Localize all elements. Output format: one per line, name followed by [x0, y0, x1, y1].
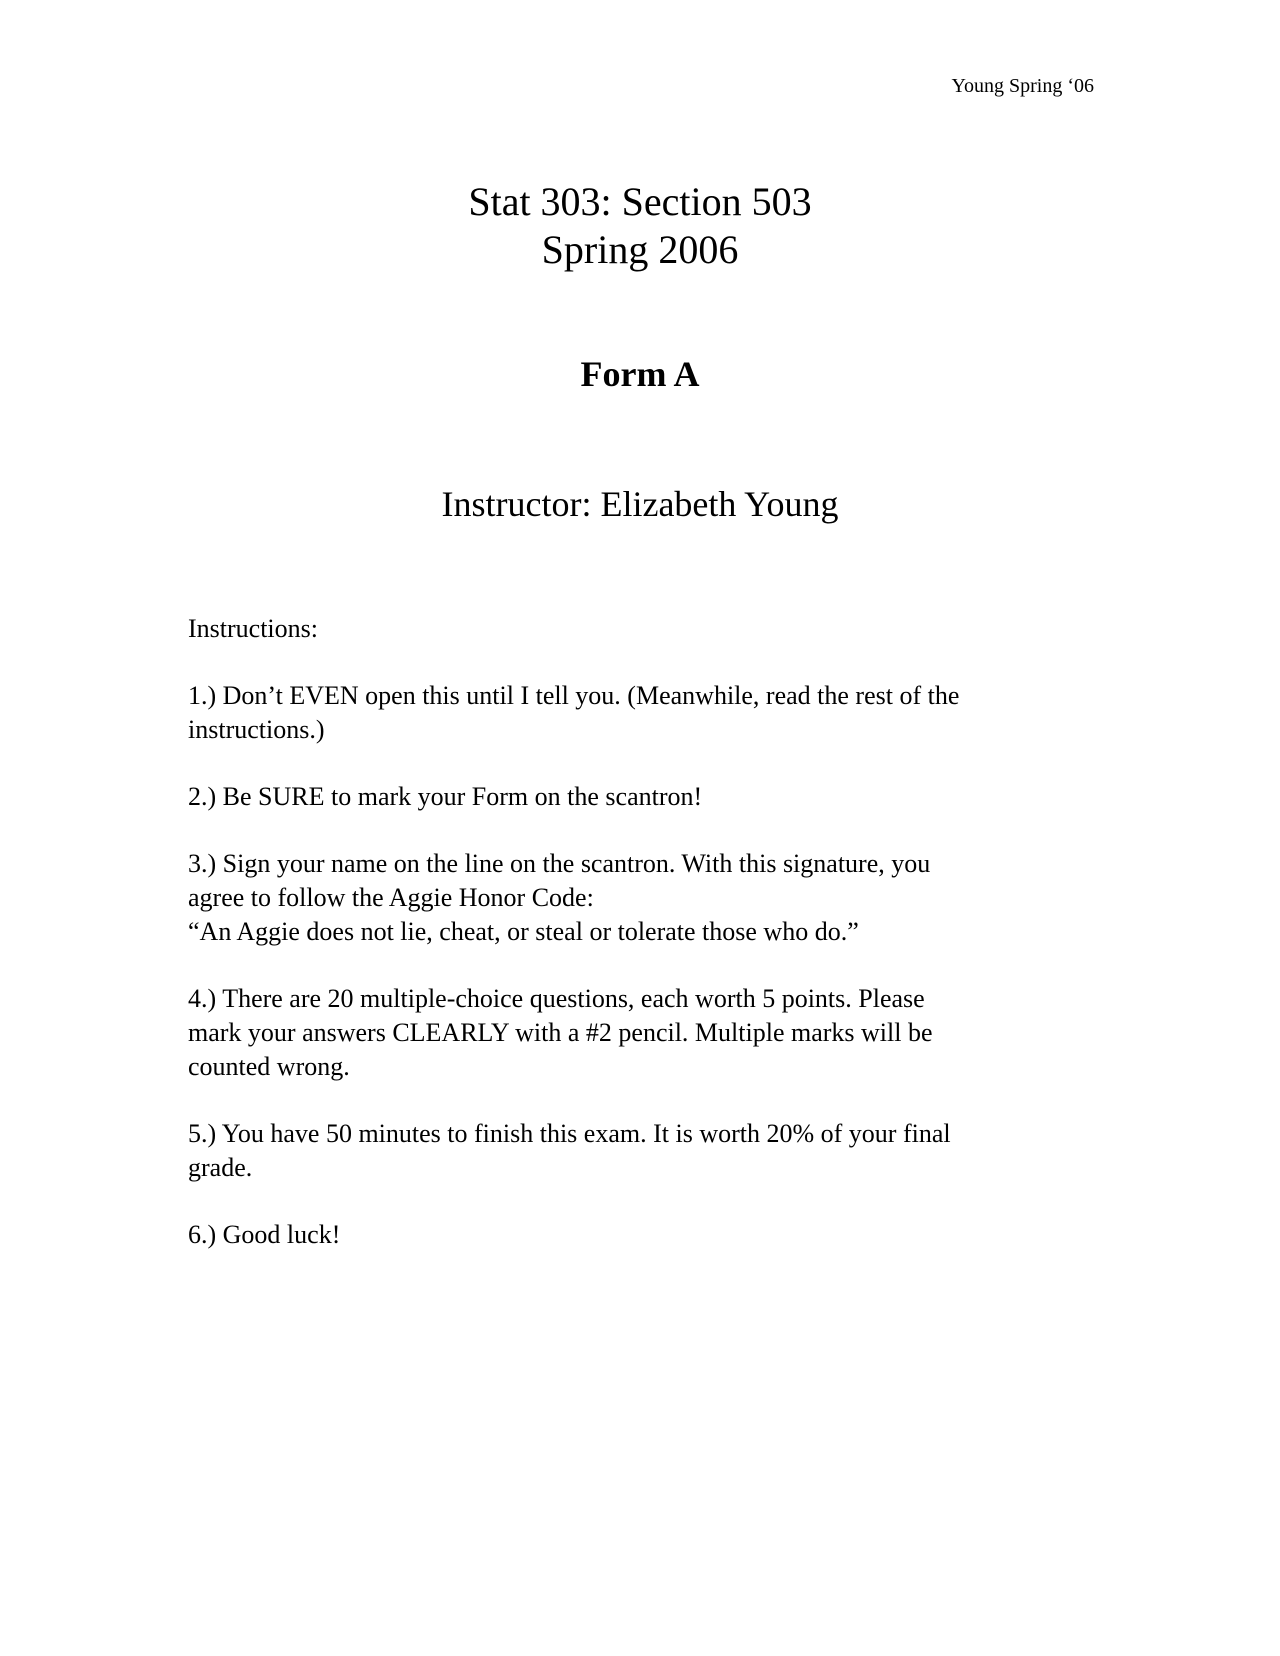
instruction-line: grade. [188, 1153, 253, 1182]
instruction-line: 4.) There are 20 multiple-choice questions, each worth 5 points. Please [188, 984, 925, 1013]
semester-line: Spring 2006 [541, 227, 739, 272]
instruction-line: mark your answers CLEARLY with a #2 pencil. Multiple marks will be [188, 1018, 933, 1047]
instruction-line: 6.) Good luck! [188, 1220, 341, 1249]
instructions-section [188, 612, 1088, 1285]
form-label: Form A [580, 354, 700, 394]
running-header: Young Spring ‘06 [951, 75, 1094, 97]
instruction-line: 5.) You have 50 minutes to finish this exam. It is worth 20% of your final [188, 1119, 951, 1148]
instruction-item-3 [188, 847, 1088, 949]
honor-code-quote: “An Aggie does not lie, cheat, or steal or tolerate those who do.” [188, 917, 859, 946]
instruction-line: instructions.) [188, 715, 325, 744]
course-section-line: Stat 303: Section 503 [468, 179, 812, 224]
instruction-item-2 [188, 780, 1088, 814]
instruction-line: 2.) Be SURE to mark your Form on the scantron! [188, 782, 703, 811]
instruction-item-5 [188, 1117, 1088, 1185]
instruction-line: 1.) Don’t EVEN open this until I tell you. (Meanwhile, read the rest of the [188, 681, 960, 710]
instruction-line: 3.) Sign your name on the line on the scantron. With this signature, you [188, 849, 931, 878]
instructor-line: Instructor: Elizabeth Young [441, 484, 839, 524]
instruction-item-1 [188, 679, 1088, 747]
instruction-line: agree to follow the Aggie Honor Code: [188, 883, 594, 912]
instructions-heading: Instructions: [188, 614, 318, 643]
instruction-line: counted wrong. [188, 1052, 350, 1081]
instruction-item-4 [188, 982, 1088, 1084]
course-title [0, 178, 1280, 274]
instruction-item-6 [188, 1218, 1088, 1252]
